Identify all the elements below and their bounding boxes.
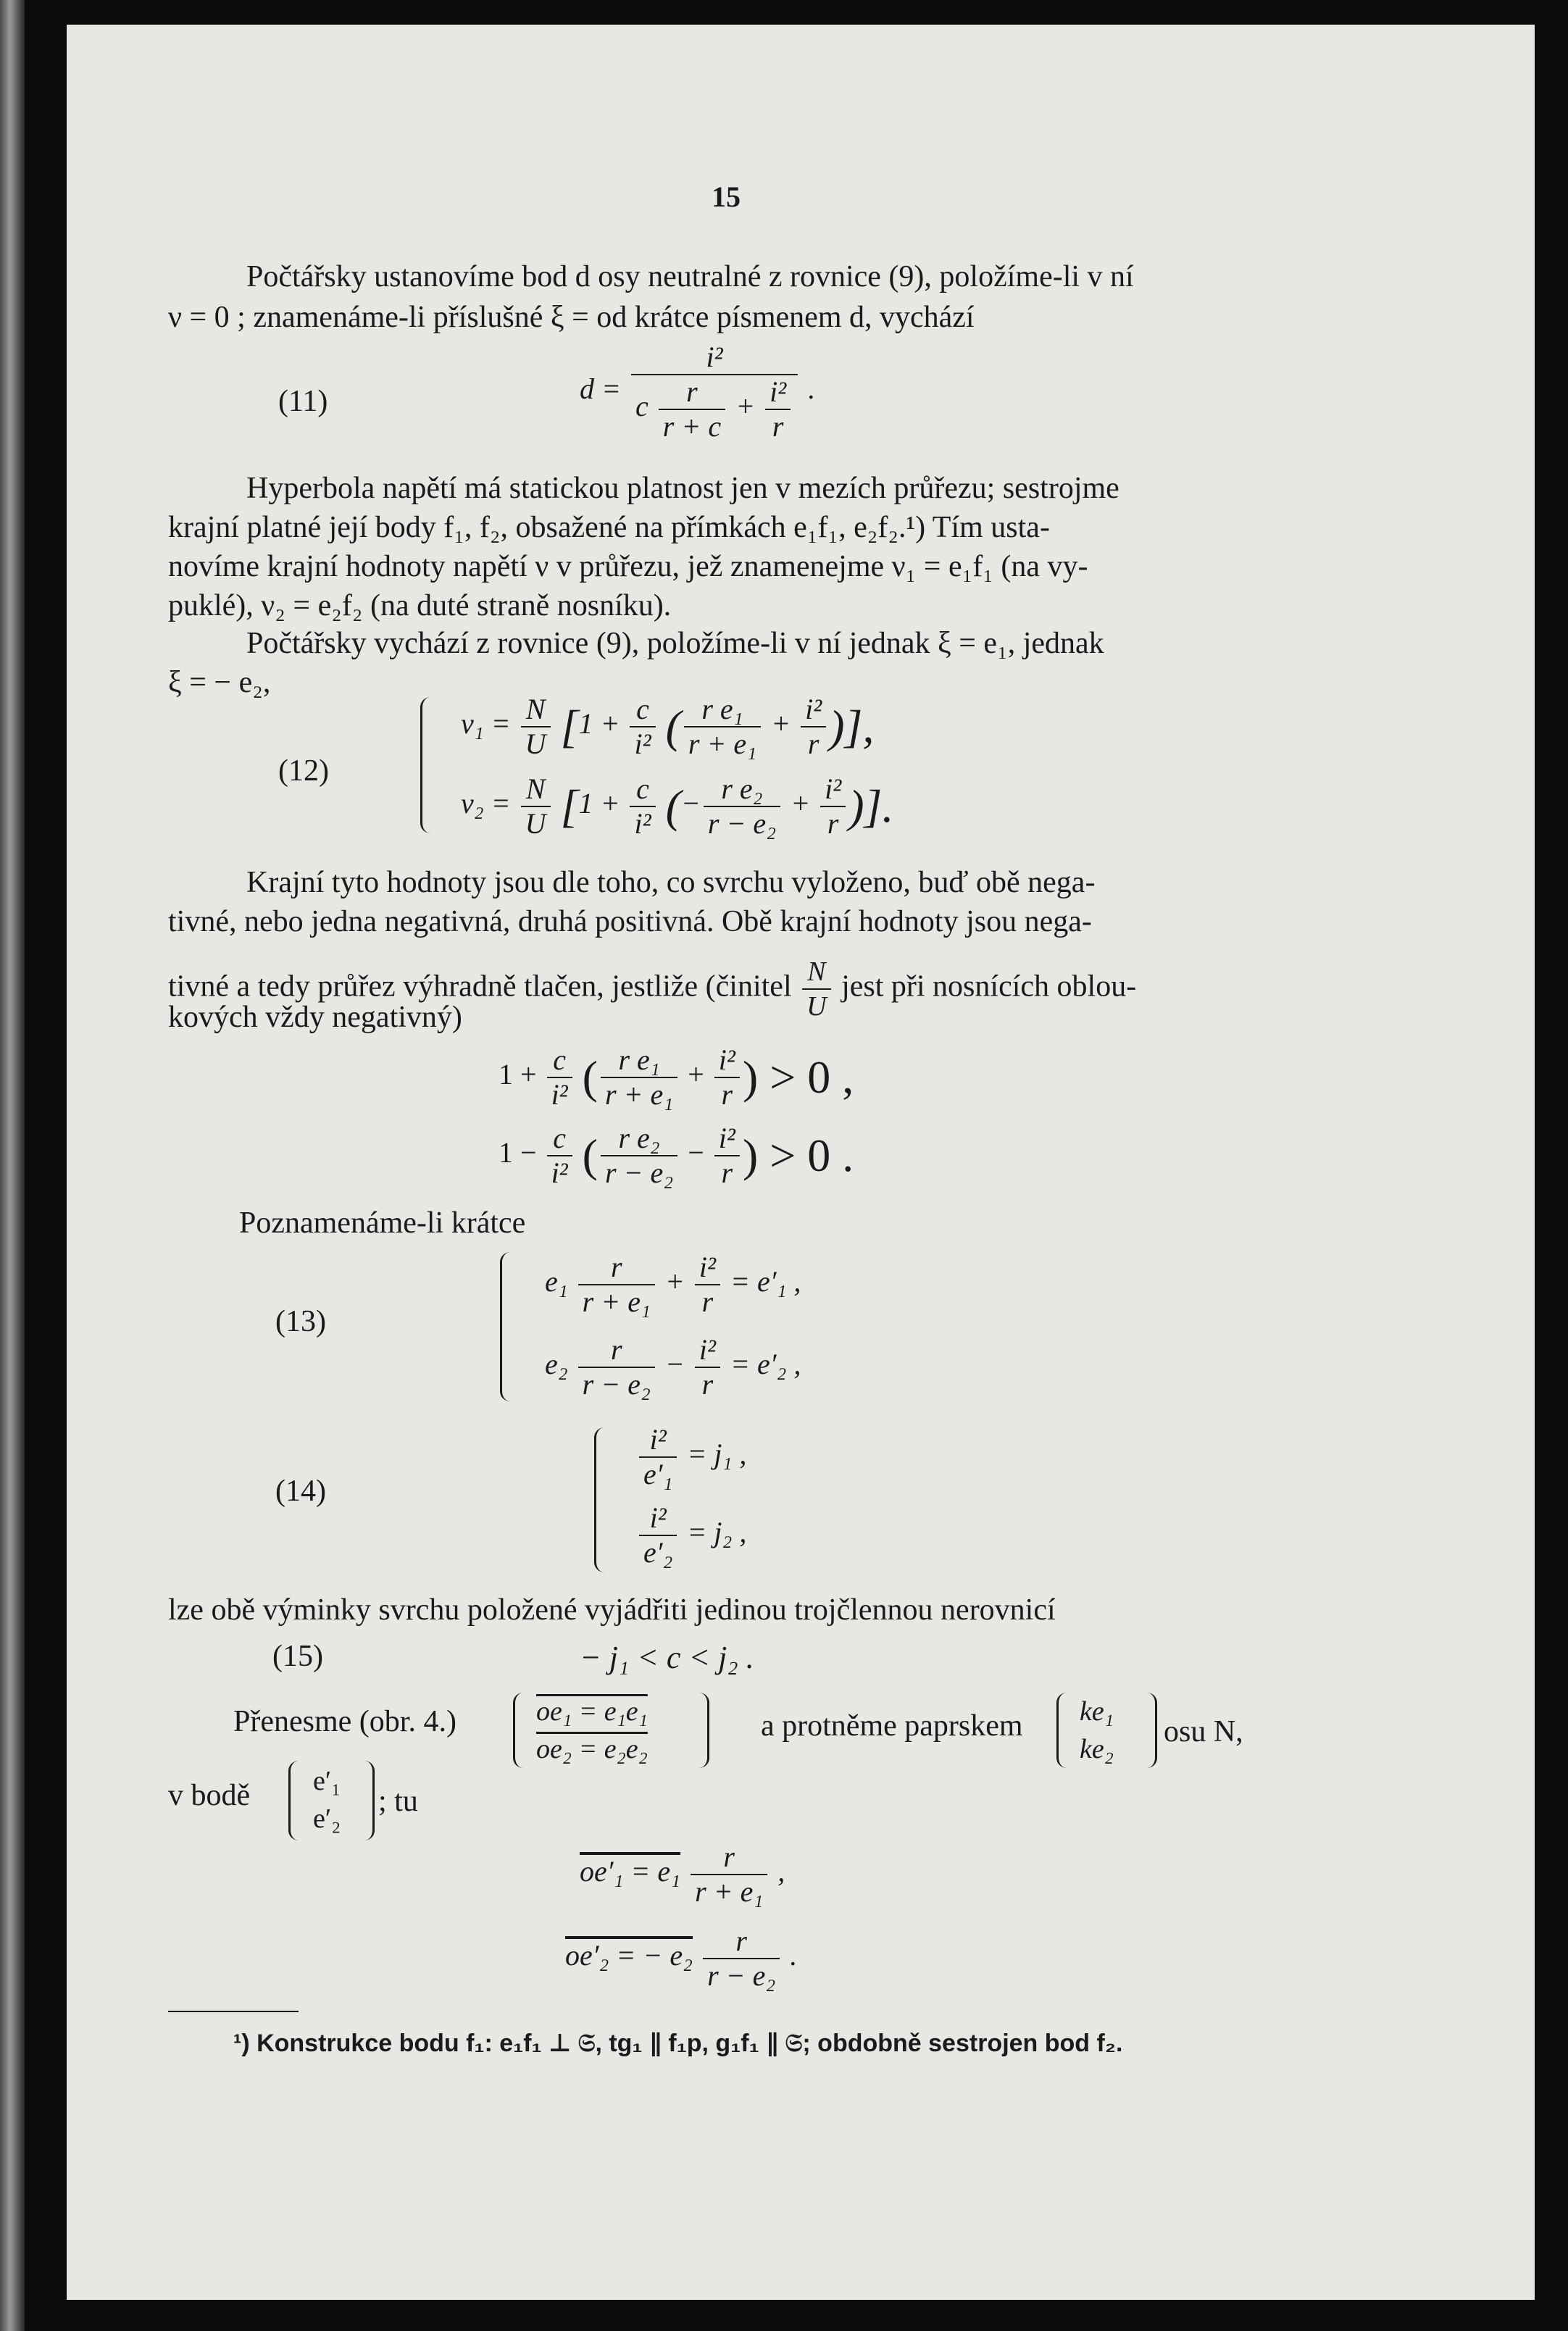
ineq-l1-den: r + e₁ — [604, 1078, 674, 1111]
eq13-l1-rhs: = e′₁ , — [730, 1265, 801, 1298]
eq11-lhs: d = — [580, 372, 621, 406]
page-number: 15 — [712, 180, 741, 213]
eq12-l1-num: r e₁ — [684, 693, 761, 727]
para1-line2: ν = 0 ; znamenáme-li příslušné ξ = od krátce písmenem d, vychází — [168, 301, 975, 334]
eq13-label: (13) — [275, 1305, 326, 1338]
eq13-l2-num: r — [578, 1333, 655, 1368]
ineq-l2-r: r — [721, 1156, 733, 1189]
ineq-l1-ci — [547, 1043, 572, 1112]
para7-post: osu N, — [1164, 1715, 1243, 1748]
para2-line1: Hyperbola napětí má statickou platnost jen v mezích průřezu; sestrojme — [246, 472, 1119, 505]
eq12-l2-plus: + — [791, 787, 811, 820]
eq16-l2-end: . — [790, 1939, 798, 1972]
para4-line3-text2: jest při nosnících oblou- — [841, 969, 1137, 1004]
eq13-l1-f1 — [578, 1251, 655, 1319]
footnote: ¹) Konstrukce bodu f₁: e₁f₁ ⊥ 𝔖, tg₁ ∥ f₁p, g₁f₁ ∥ 𝔖; obdobně sestrojen bod f₂. — [233, 2030, 1123, 2057]
eq12-l2-i2b: i² — [820, 772, 846, 807]
scan-edge — [0, 0, 25, 2331]
eq16-l2-den: r − e₂ — [707, 1959, 776, 1992]
para7-mid: a protněme paprskem — [761, 1709, 1023, 1743]
ineq-l1-num: r e₁ — [601, 1043, 677, 1078]
ineq-l2-i2b: i² — [714, 1122, 740, 1156]
eq12-l1-den: r + e₁ — [688, 727, 757, 760]
footnote-rule — [168, 2011, 299, 2012]
para4-line1: Krajní tyto hodnoty jsou dle toho, co svrchu vyloženo, buď obě nega- — [246, 866, 1096, 899]
eq12-l1-ir — [801, 693, 826, 761]
eq13-l2-den: r − e₂ — [582, 1368, 651, 1401]
eq11-den: c $\frac{r}{r + c}$ + $\frac{\text{i²}}{r}$ — [631, 375, 798, 443]
eq11-label: (11) — [278, 385, 328, 418]
eq13-brace — [500, 1252, 515, 1401]
eq12-l2-i2: i² — [634, 807, 651, 840]
eq15-label: (15) — [272, 1640, 323, 1673]
ineq-l2-ci — [547, 1122, 572, 1190]
eq13-line1 — [545, 1251, 801, 1319]
eq12-l1-lhs: ν₁ = — [461, 707, 511, 741]
eq13-l2-rhs: = e′₂ , — [730, 1348, 801, 1381]
para7-line2-pre: v bodě — [168, 1779, 251, 1812]
eq12-l1-end: ], — [844, 701, 875, 752]
eq12-l2-nu — [521, 772, 551, 841]
ineq-l2-ir — [714, 1122, 740, 1190]
eq11-f2-num: i² — [765, 375, 791, 410]
eq14-l2-num: i² — [639, 1501, 677, 1536]
eq11-f1-den: r + c — [662, 410, 722, 443]
eq12-l2-c: c — [630, 772, 655, 807]
eq12-l1-nu — [521, 693, 551, 761]
eq12-l1-U: U — [525, 727, 546, 760]
ineq-l1-pre: 1 + — [499, 1058, 537, 1091]
para4-N: N — [802, 955, 830, 990]
eq11-f1 — [659, 375, 725, 443]
eq12-brace — [420, 697, 435, 833]
para7-line2-post: ; tu — [378, 1785, 418, 1818]
eq13-line2 — [545, 1333, 801, 1401]
eq11-f2 — [765, 375, 791, 443]
eq13-l2-f1 — [578, 1333, 655, 1401]
eq12-l2-den: r − e₂ — [707, 807, 777, 840]
eq13-l2-f2 — [695, 1333, 720, 1401]
ineq-l1-i2: i² — [551, 1078, 568, 1111]
para7-brace1-top: oe₁ = e₁e₁ — [536, 1696, 648, 1727]
para7-brace1-left — [513, 1693, 525, 1768]
ineq-l2-den: r − e₂ — [604, 1156, 674, 1189]
eq16-l1-num: r — [691, 1840, 767, 1875]
eq14-l1-frac — [639, 1423, 677, 1491]
eq11-c: c — [635, 390, 649, 423]
eq12-l1-i2b: i² — [801, 693, 826, 727]
eq12-l2-end: ]. — [864, 780, 894, 832]
eq12-l2-one: 1 + — [578, 787, 620, 820]
para7-brace3-left — [288, 1761, 301, 1840]
eq12-l2-lhs: ν₂ = — [461, 787, 511, 820]
eq13-l2-r: r — [701, 1368, 714, 1401]
eq12-l2-ir — [820, 772, 846, 841]
eq12-l2-r: r — [827, 807, 839, 840]
para7-brace2-left — [1056, 1693, 1069, 1768]
eq16-l1-den: r + e₁ — [695, 1875, 764, 1908]
eq12-l1-ci — [630, 693, 655, 761]
eq12-l1-i2: i² — [634, 727, 651, 760]
ineq-l1-re — [601, 1043, 677, 1112]
eq13-l1-den: r + e₁ — [582, 1285, 651, 1318]
ineq-line1: 1 + $\frac{c}{\text{i²}}$ ( $\frac{\text{r e₁}}{\text{r + e₁}}$ + $\frac{\text{i²}}{r}$ ) > 0 , — [499, 1043, 854, 1111]
eq14-line1 — [636, 1423, 746, 1491]
eq13-l1-op: + — [664, 1265, 685, 1298]
eq13-l1-i2: i² — [695, 1251, 720, 1285]
para7-brace2-right — [1145, 1693, 1157, 1768]
ineq-l1-ir — [714, 1043, 740, 1112]
eq14-l2-den: e′₂ — [643, 1536, 673, 1569]
eq13-l1-f2 — [695, 1251, 720, 1319]
para7-pre: Přenesme (obr. 4.) — [233, 1705, 456, 1738]
eq12-l2-ci — [630, 772, 655, 841]
para4-U: U — [806, 991, 827, 1022]
eq11-f1-num: r — [659, 375, 725, 410]
ineq-l2-re — [601, 1122, 677, 1190]
eq14-brace — [594, 1427, 609, 1572]
eq12-l2-N: N — [521, 772, 551, 807]
eq14-l2-frac — [639, 1501, 677, 1569]
eq16-l1-lhs: oe′₁ = e₁ — [580, 1855, 681, 1888]
eq16-l2-lhs: oe′₂ = − e₂ — [565, 1939, 693, 1972]
para4-line3-text: tivné a tedy průřez výhradně tlačen, jestliže (činitel — [168, 969, 792, 1004]
para5: Poznamenáme-li krátce — [239, 1206, 526, 1240]
para4-nu-fraction — [802, 955, 830, 1023]
eq12-line1: ν₁ = $\frac{N}{U}$ [1 + $\frac{c}{\text{i²}}$ ( $\frac{\text{r e₁}}{\text{r + e₁}}$ + $\frac{\text{i²}}{r}$ )], — [461, 693, 875, 760]
para7-brace1-right — [697, 1693, 709, 1768]
eq15: − j₁ < c < j₂ . — [580, 1640, 754, 1675]
eq14-label: (14) — [275, 1475, 326, 1508]
para1-line1: Počtářsky ustanovíme bod d osy neutralné z rovnice (9), položíme-li v ní — [246, 260, 1134, 293]
eq12-l1-one: 1 + — [578, 707, 620, 741]
eq16-l1-frac — [691, 1840, 767, 1909]
eq13-l1-r: r — [701, 1285, 714, 1318]
ineq-l1-r: r — [721, 1078, 733, 1111]
eq16-l1-end: , — [777, 1855, 785, 1888]
eq16-l2-frac — [703, 1925, 780, 1993]
eq14-l1-rhs: = j₁ , — [687, 1438, 747, 1471]
para7-brace3-top: e′₁ — [313, 1766, 341, 1796]
eq12-l2-U: U — [525, 807, 546, 840]
eq13-l2-e: e₂ — [545, 1348, 568, 1381]
eq16-line1 — [580, 1840, 785, 1909]
ineq-l1-c: c — [547, 1043, 572, 1078]
eq16-line2 — [565, 1925, 797, 1993]
eq11-fraction — [631, 341, 798, 443]
eq13-l2-i2: i² — [695, 1333, 720, 1368]
ineq-l2-pre: 1 − — [499, 1136, 537, 1169]
ineq-line2: 1 − $\frac{c}{\text{i²}}$ ( $\frac{\text{r e₂}}{\text{r − e₂}}$ − $\frac{\text{i²}}{r}$ ) > 0 . — [499, 1122, 854, 1189]
eq14-l1-den: e′₁ — [643, 1458, 673, 1490]
para6: lze obě výminky svrchu položené vyjádřiti jedinou trojčlennou nerovnicí — [168, 1593, 1056, 1627]
eq12-line2: ν₂ = $\frac{N}{U}$ [1 + $\frac{c}{\text{i²}}$ (− $\frac{\text{r e₂}}{\text{r − e₂}}$ + $\frac{\text{i²}}{r}$ )]. — [461, 772, 894, 840]
eq12-l2-num: r e₂ — [704, 772, 780, 807]
para7-brace2-bottom: ke₂ — [1080, 1734, 1114, 1764]
para2-line3: novíme krajní hodnoty napětí ν v průřezu, jež znamenejme ν₁ = e₁f₁ (na vy- — [168, 550, 1088, 583]
eq12-l1-re — [684, 693, 761, 761]
para4-line4: kových vždy negativný) — [168, 1001, 462, 1034]
eq11-f2-den: r — [772, 410, 784, 443]
ineq-l1-i2b: i² — [714, 1043, 740, 1078]
eq13-l2-op: − — [664, 1348, 685, 1381]
eq13-l1-e: e₁ — [545, 1265, 568, 1298]
ineq-l2-op: − — [688, 1136, 704, 1169]
eq12-label: (12) — [278, 754, 329, 788]
eq11-num: i² — [631, 341, 798, 375]
ineq-l2-rel: ) > 0 . — [742, 1130, 854, 1181]
para2-line2: krajní platné její body f₁, f₂, obsažené na přímkách e₁f₁, e₂f₂.¹) Tím usta- — [168, 511, 1050, 544]
para7-brace2-top: ke₁ — [1080, 1696, 1114, 1727]
para4-line2: tivné, nebo jedna negativná, druhá positivná. Obě krajní hodnoty jsou nega- — [168, 905, 1092, 938]
ineq-l1-rel: ) > 0 , — [742, 1051, 854, 1103]
eq16-l2-num: r — [703, 1925, 780, 1959]
ineq-l1-op: + — [688, 1058, 704, 1091]
para2-line4: puklé), ν₂ = e₂f₂ (na duté straně nosníku). — [168, 589, 672, 622]
para3-line2: ξ = − e₂, — [168, 666, 271, 699]
ineq-l2-num: r e₂ — [601, 1122, 677, 1156]
eq14-l2-rhs: = j₂ , — [687, 1516, 747, 1549]
eq12-l2-re — [704, 772, 780, 841]
eq12-l1-c: c — [630, 693, 655, 727]
eq12-l1-r: r — [807, 727, 820, 760]
eq12-l1-N: N — [521, 693, 551, 727]
eq13-l1-num: r — [578, 1251, 655, 1285]
ineq-l2-i2: i² — [551, 1156, 568, 1189]
ineq-l2-c: c — [547, 1122, 572, 1156]
eq14-line2 — [636, 1501, 746, 1569]
eq11: d = i² c $\frac{r}{r + c}$ + $\frac{\text{i²}}{r}$ . — [580, 341, 816, 443]
eq14-l1-num: i² — [639, 1423, 677, 1458]
para7-brace1-bottom: oe₂ = e₂e₂ — [536, 1734, 648, 1764]
eq12-l1-plus: + — [771, 707, 791, 741]
para3-line1: Počtářsky vychází z rovnice (9), položíme-li v ní jednak ξ = e₁, jednak — [246, 627, 1104, 660]
para7-brace3-right — [362, 1761, 375, 1840]
para7-brace3-bottom: e′₂ — [313, 1803, 341, 1834]
